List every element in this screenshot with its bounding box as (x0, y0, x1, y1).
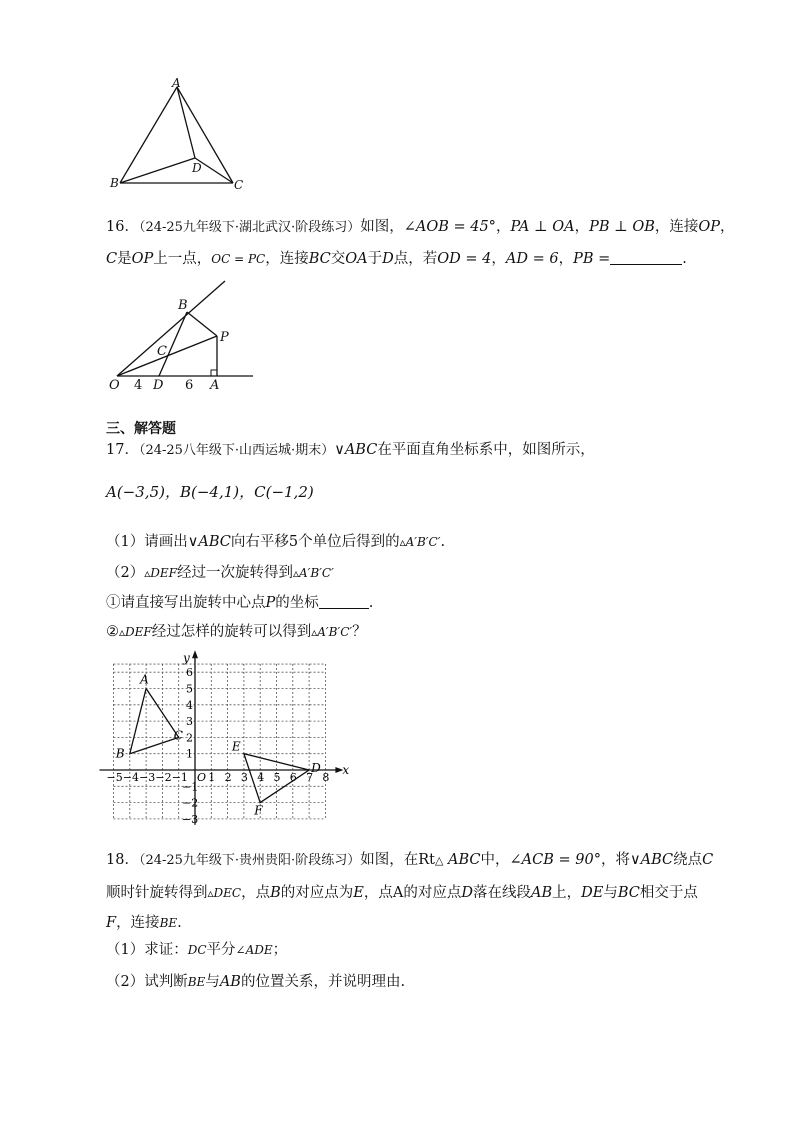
q18-text: ，连接 (116, 915, 160, 931)
q17-p2-text: 经过一次旋转得到 (176, 565, 293, 581)
q18-line-3 (106, 913, 182, 933)
q17-coords: A(−3,5)，B(−4,1)，C(−1,2) (106, 483, 314, 501)
q18-text: 相交于点 (639, 885, 698, 901)
q16-text: ，连接 (654, 219, 699, 235)
q18-text: 的对应点 (403, 885, 462, 901)
q18-e: E (353, 885, 364, 901)
q18-be: BE (159, 916, 178, 930)
q18-text: 与 (603, 885, 618, 901)
point-label-b: B (115, 746, 125, 761)
q16-text: 上一点， (153, 251, 212, 267)
fig16-label-c: C (157, 344, 167, 359)
q18-ab: AB (530, 885, 553, 901)
fig16-label-d: D (153, 378, 164, 393)
x-tick-label: 4 (257, 771, 265, 784)
q18-text: ，点 (363, 885, 393, 901)
q16-op: OP (131, 251, 154, 267)
y-tick-label: −3 (182, 812, 199, 826)
q16-source: （24-25九年级下·湖北武汉·阶段练习） (138, 220, 361, 235)
fig15-label-c: C (234, 178, 244, 192)
y-axis-arrow (192, 650, 198, 658)
q18-p2-end: 的位置关系，并说明理由. (240, 974, 406, 990)
q16-oc-pc: OC = PC (211, 252, 266, 266)
y-axis-label: y (183, 651, 190, 666)
q18-text: ，将 (600, 852, 630, 868)
x-tick-label: 8 (322, 771, 330, 784)
q18-c: C (702, 852, 714, 868)
q18-text: 上， (552, 885, 582, 901)
q18-p2-ab: AB (219, 974, 241, 990)
q18-text: 的对应点为 (280, 885, 354, 901)
q18-text: 顺时针旋转得到 (106, 885, 208, 901)
q16-line-2: C是OP上一点，OC = PC，连接BC交OA于D点，若OD = 4，AD = 6，PB = . (106, 251, 687, 267)
q17-p2-tri: ▵DEF (144, 566, 177, 580)
q18-p1-dc: DC (187, 943, 207, 957)
q18-text: 绕点 (673, 852, 703, 868)
q17-p1-end: . (440, 534, 446, 550)
x-tick-label: −1 (171, 771, 188, 784)
q17-sub2-end: ？ (352, 624, 367, 640)
q18-text: 如图，在 (360, 852, 419, 868)
q18-p2-label: （2）试判断 (106, 974, 188, 990)
q16-text: ，连接 (265, 251, 309, 267)
q16-od: OD = 4 (437, 251, 492, 267)
q18-p2-text: 与 (205, 974, 220, 990)
q18-part-1 (106, 940, 287, 960)
q17-sub-1 (106, 593, 373, 613)
q18-text: . (177, 915, 182, 931)
q17-p1-tri: ∨ABC (187, 534, 231, 550)
point-label-e: E (231, 739, 241, 754)
q16-condition-pa: PA ⊥ OA (510, 219, 575, 235)
y-tick-label: 1 (186, 747, 193, 761)
q17-p2-label: （2） (106, 565, 145, 581)
q18-angle: ∠ACB = 90° (509, 852, 601, 868)
q17-sub2-tri: ▵DEF (119, 625, 152, 639)
q17-sub1-p: P (265, 595, 276, 611)
q16-answer-blank[interactable] (610, 250, 682, 265)
q17-p2-tri2: ▵A′B′C′ (292, 566, 334, 580)
x-tick-label: −3 (139, 771, 156, 784)
coordinate-grid-figure (105, 645, 350, 830)
q18-number: 18． (106, 852, 139, 868)
q16-text: 交 (330, 251, 346, 267)
x-tick-label: 6 (289, 771, 297, 784)
q18-line-2 (106, 883, 698, 903)
y-tick-label: 4 (186, 698, 193, 712)
q16-pb: PB = (573, 251, 611, 267)
q16-text: 是 (117, 251, 132, 267)
x-tick-label: −5 (106, 771, 123, 784)
q18-b: B (270, 885, 281, 901)
fig15-label-b: B (110, 176, 119, 190)
q18-bc: BC (617, 885, 640, 901)
y-tick-label: 6 (186, 666, 193, 680)
x-tick-label: 1 (208, 771, 216, 784)
q16-line-1: 16．（24-25九年级下·湖北武汉·阶段练习）如图，∠AOB = 45°，PA ⊥ OA，PB ⊥ OB，连接OP， (106, 219, 735, 235)
q18-p1-text: 平分 (206, 942, 236, 958)
q18-line-1: 18．（24-25九年级下·贵州贵阳·阶段练习）如图，在Rt△ ABC中，∠ACB = 90°，将∨ABC绕点C (106, 852, 714, 868)
x-tick-label: O (197, 771, 207, 784)
fig16-label-b: B (178, 298, 188, 313)
x-tick-label: −4 (122, 771, 140, 784)
point-label-f: F (254, 803, 263, 818)
y-tick-label: 5 (186, 682, 193, 696)
q18-p1-label: （1）求证： (106, 942, 188, 958)
y-tick-label: −2 (182, 796, 199, 810)
q18-text: ，点 (241, 885, 271, 901)
q17-sub-2 (106, 622, 367, 642)
q17-sub1-text: ①请直接写出旋转中心点 (106, 595, 266, 611)
q16-text: 于 (367, 251, 383, 267)
q17-part-2 (106, 563, 334, 583)
q17-p1-label: （1）请画出 (106, 534, 188, 550)
q16-number: 16． (106, 219, 139, 235)
q17-sub2-tri2: ▵A′B′C′ (311, 625, 353, 639)
fig16-label-4: 4 (134, 378, 143, 393)
q18-a: A (392, 885, 404, 901)
q16-condition-angle: ∠AOB = 45° (403, 219, 496, 235)
point-label-d: D (311, 761, 321, 775)
q17-sub2-text: 经过怎样的旋转可以得到 (151, 624, 312, 640)
q17-sub1-text-b: 的坐标 (275, 595, 319, 611)
fig16-label-a: A (210, 378, 220, 393)
q18-tri: ∨ABC (629, 852, 674, 868)
fig15-label-d: D (192, 161, 202, 175)
section-heading: 三、解答题 (106, 421, 176, 437)
q18-de: DE (581, 885, 604, 901)
point-label-a: A (140, 672, 149, 687)
q18-source: （24-25九年级下·贵州贵阳·阶段练习） (138, 853, 361, 868)
q18-f: F (106, 915, 117, 931)
q17-part-1 (106, 532, 445, 552)
q17-p1-text: 向右平移5个单位后得到的 (230, 534, 400, 550)
x-axis-label: x (342, 763, 350, 777)
fig16-label-6: 6 (185, 378, 194, 393)
q18-text: 落在线段 (472, 885, 531, 901)
q16-bc: BC (308, 251, 331, 267)
fig15-label-a: A (172, 76, 181, 90)
q16-condition-pb: PB ⊥ OB (589, 219, 655, 235)
q18-abc: ABC (448, 852, 481, 868)
q17-triangle: ∨ABC (334, 442, 378, 458)
y-tick-label: −1 (182, 780, 199, 794)
q18-p2-be: BE (187, 975, 206, 989)
q16-text: . (682, 251, 687, 267)
q17-line-1 (106, 440, 595, 461)
q17-source: （24-25八年级下·山西运城·期末） (138, 443, 335, 458)
q16-text: 如图， (360, 219, 404, 235)
figure-triangle-abcd (100, 75, 260, 195)
x-tick-label: −2 (155, 771, 172, 784)
x-tick-label: 2 (224, 771, 232, 784)
q17-sub2-mark: ② (106, 624, 119, 640)
q18-dec: ▵DEC (207, 886, 242, 900)
fig16-label-p: P (220, 330, 229, 345)
q16-op: OP (698, 219, 721, 235)
q16-c: C (106, 251, 118, 267)
q17-sub1-end: . (368, 595, 374, 611)
q18-rt: Rt (418, 852, 435, 868)
fig16-label-o: O (109, 378, 120, 393)
q18-text: 中， (480, 852, 510, 868)
q16-oa: OA (345, 251, 368, 267)
x-tick-label: 3 (240, 771, 248, 784)
q17-number: 17． (106, 442, 139, 458)
x-tick-label: 5 (273, 771, 281, 784)
q18-d: D (461, 885, 473, 901)
q17-p1-tri2: ▵A′B′C′ (399, 535, 441, 549)
point-label-c: C (173, 728, 183, 743)
q18-p1-angle: ∠ADE (235, 943, 273, 957)
figure-q16 (105, 275, 260, 400)
q18-part-2 (106, 972, 405, 992)
y-tick-label: 2 (186, 731, 193, 745)
q16-ad: AD = 6 (505, 251, 559, 267)
q16-d: D (382, 251, 394, 267)
q17-answer-blank[interactable] (319, 594, 369, 609)
x-tick-label: 7 (306, 771, 314, 784)
q18-p1-end: ； (272, 942, 288, 958)
q17-text: 在平面直角坐标系中，如图所示， (377, 442, 595, 458)
y-tick-label: 3 (186, 715, 193, 729)
q16-text: 点，若 (393, 251, 438, 267)
